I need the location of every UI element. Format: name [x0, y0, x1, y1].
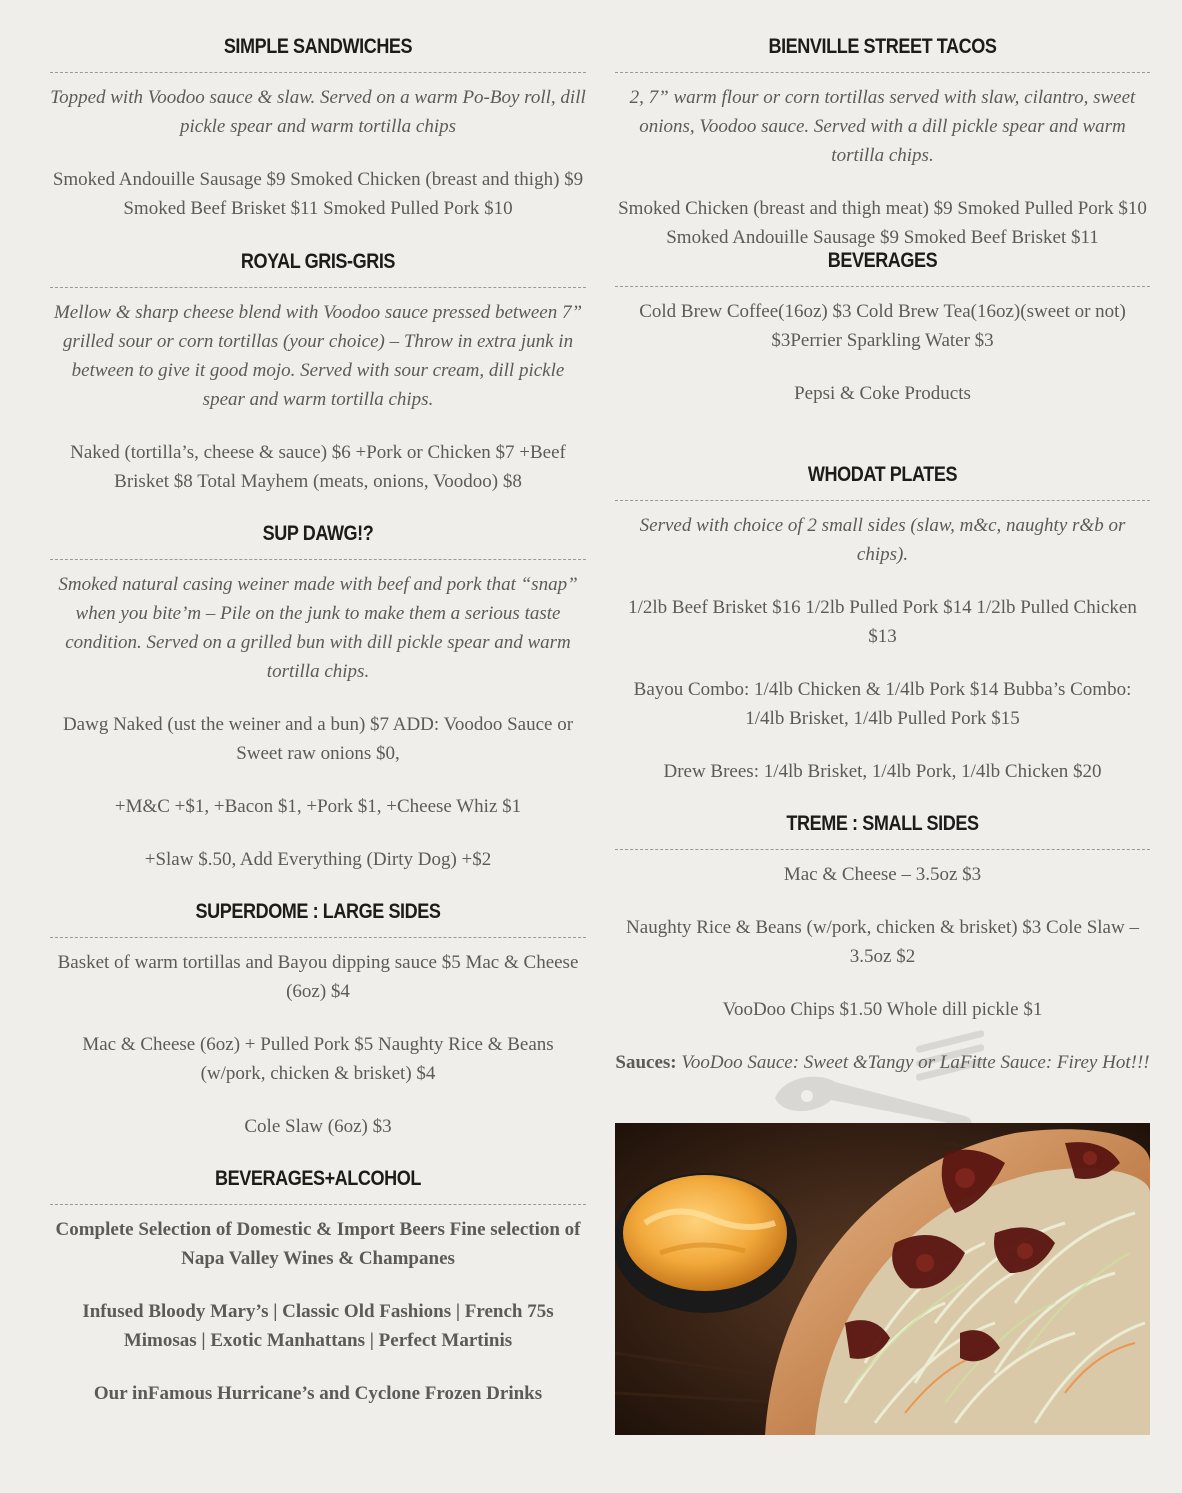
divider	[615, 849, 1150, 850]
menu-line: Smoked Chicken (breast and thigh meat) $9 Smoked Pulled Pork $10 Smoked Andouille Sausage $9 Smoked Beef Brisket $11	[618, 198, 1147, 248]
menu-line: Dawg Naked (ust the weiner and a bun) $7 ADD: Voodoo Sauce or Sweet raw onions $0,	[62, 714, 574, 764]
divider	[50, 559, 586, 560]
section-description: Topped with Voodoo sauce & slaw. Served on a warm Po-Boy roll, dill pickle spear and warm tortilla chips	[50, 87, 586, 137]
section-heading: SUP DAWG!?	[262, 522, 374, 545]
divider	[50, 1204, 586, 1205]
divider	[615, 286, 1150, 287]
fork-watermark-icon	[765, 1020, 995, 1130]
section-heading: BEVERAGES+ALCOHOL	[215, 1167, 421, 1190]
section-heading: BIENVILLE STREET TACOS	[768, 35, 997, 58]
right-column	[615, 0, 1150, 1077]
menu-line: Smoked Andouille Sausage $9 Smoked Chicken (breast and thigh) $9 Smoked Beef Brisket $11 Smoked Pulled Pork $10	[52, 169, 584, 219]
section-heading: SUPERDOME : LARGE SIDES	[195, 900, 441, 923]
section-bienville-street-tacos	[615, 2, 1150, 252]
section-whodat-plates	[615, 430, 1150, 786]
section-sup-dawg	[50, 489, 586, 874]
section-description: 2, 7” warm flour or corn tortillas served with slaw, cilantro, sweet onions, Voodoo sauce. Served with a dill pickle spear and warm tortilla chips.	[629, 87, 1136, 166]
section-beverages-alcohol	[50, 1134, 586, 1408]
section-heading: BEVERAGES	[827, 249, 938, 272]
section-beverages	[615, 216, 1150, 408]
menu-line: Our inFamous Hurricane’s and Cyclone Frozen Drinks	[93, 1383, 543, 1404]
section-heading: TREME : SMALL SIDES	[786, 812, 979, 835]
divider	[615, 72, 1150, 73]
menu-line: Mac & Cheese – 3.5oz $3	[783, 864, 982, 885]
section-description: Mellow & sharp cheese blend with Voodoo sauce pressed between 7” grilled sour or corn tortillas (your choice) – Throw in extra junk in between to give it good mojo. Served with sour cream, dill pickle spear and warm tortilla chips.	[53, 302, 583, 410]
divider	[50, 937, 586, 938]
menu-line: Drew Brees: 1/4lb Brisket, 1/4lb Pork, 1/4lb Chicken $20	[663, 761, 1102, 782]
left-column	[50, 0, 586, 1408]
section-heading: WHODAT PLATES	[807, 463, 958, 486]
section-simple-sandwiches	[50, 2, 586, 223]
section-heading: ROYAL GRIS-GRIS	[240, 250, 396, 273]
menu-line: Pepsi & Coke Products	[794, 383, 971, 404]
divider	[615, 500, 1150, 501]
food-photo-illustration	[615, 1123, 1150, 1435]
menu-line: Cold Brew Coffee(16oz) $3 Cold Brew Tea(16oz)(sweet or not) $3Perrier Sparkling Water $3	[639, 301, 1126, 351]
section-description: Smoked natural casing weiner made with beef and pork that “snap” when you bite’m – Pile on the junk to make them a serious taste condition. Served on a grilled bun with dill pickle spear and warm tortilla chips.	[58, 574, 578, 682]
menu-line: +Slaw $.50, Add Everything (Dirty Dog) +$2	[144, 849, 492, 870]
section-royal-gris-gris	[50, 217, 586, 496]
menu-line: VooDoo Chips $1.50 Whole dill pickle $1	[722, 999, 1043, 1020]
food-photo	[615, 1123, 1150, 1435]
menu-line: Naughty Rice & Beans (w/pork, chicken & brisket) $3 Cole Slaw – 3.5oz $2	[626, 917, 1139, 967]
section-heading: SIMPLE SANDWICHES	[223, 35, 413, 58]
menu-line: Naked (tortilla’s, cheese & sauce) $6 +Pork or Chicken $7 +Beef Brisket $8 Total Mayhem (meats, onions, Voodoo) $8	[70, 442, 566, 492]
section-superdome-large-sides	[50, 867, 586, 1141]
sauces-text: VooDoo Sauce: Sweet &Tangy or LaFitte Sauce: Firey Hot!!!	[681, 1052, 1150, 1073]
divider	[50, 72, 586, 73]
menu-line: Infused Bloody Mary’s | Classic Old Fashions | French 75s Mimosas | Exotic Manhattans | Perfect Martinis	[82, 1301, 554, 1351]
divider	[50, 287, 586, 288]
menu-line: Mac & Cheese (6oz) + Pulled Pork $5 Naughty Rice & Beans (w/pork, chicken & brisket) $4	[82, 1034, 554, 1084]
menu-line: Cole Slaw (6oz) $3	[244, 1116, 392, 1137]
sauces-label: Sauces:	[615, 1052, 677, 1073]
menu-line: 1/2lb Beef Brisket $16 1/2lb Pulled Pork $14 1/2lb Pulled Chicken $13	[628, 597, 1137, 647]
menu-line: +M&C +$1, +Bacon $1, +Pork $1, +Cheese Whiz $1	[114, 796, 522, 817]
menu-line: Basket of warm tortillas and Bayou dipping sauce $5 Mac & Cheese (6oz) $4	[57, 952, 579, 1002]
menu-line: Bayou Combo: 1/4lb Chicken & 1/4lb Pork $14 Bubba’s Combo: 1/4lb Brisket, 1/4lb Pulled Pork $15	[633, 679, 1132, 729]
section-description: Served with choice of 2 small sides (slaw, m&c, naughty r&b or chips).	[639, 515, 1126, 565]
menu-line: Complete Selection of Domestic & Import Beers Fine selection of Napa Valley Wines & Champanes	[55, 1219, 581, 1269]
